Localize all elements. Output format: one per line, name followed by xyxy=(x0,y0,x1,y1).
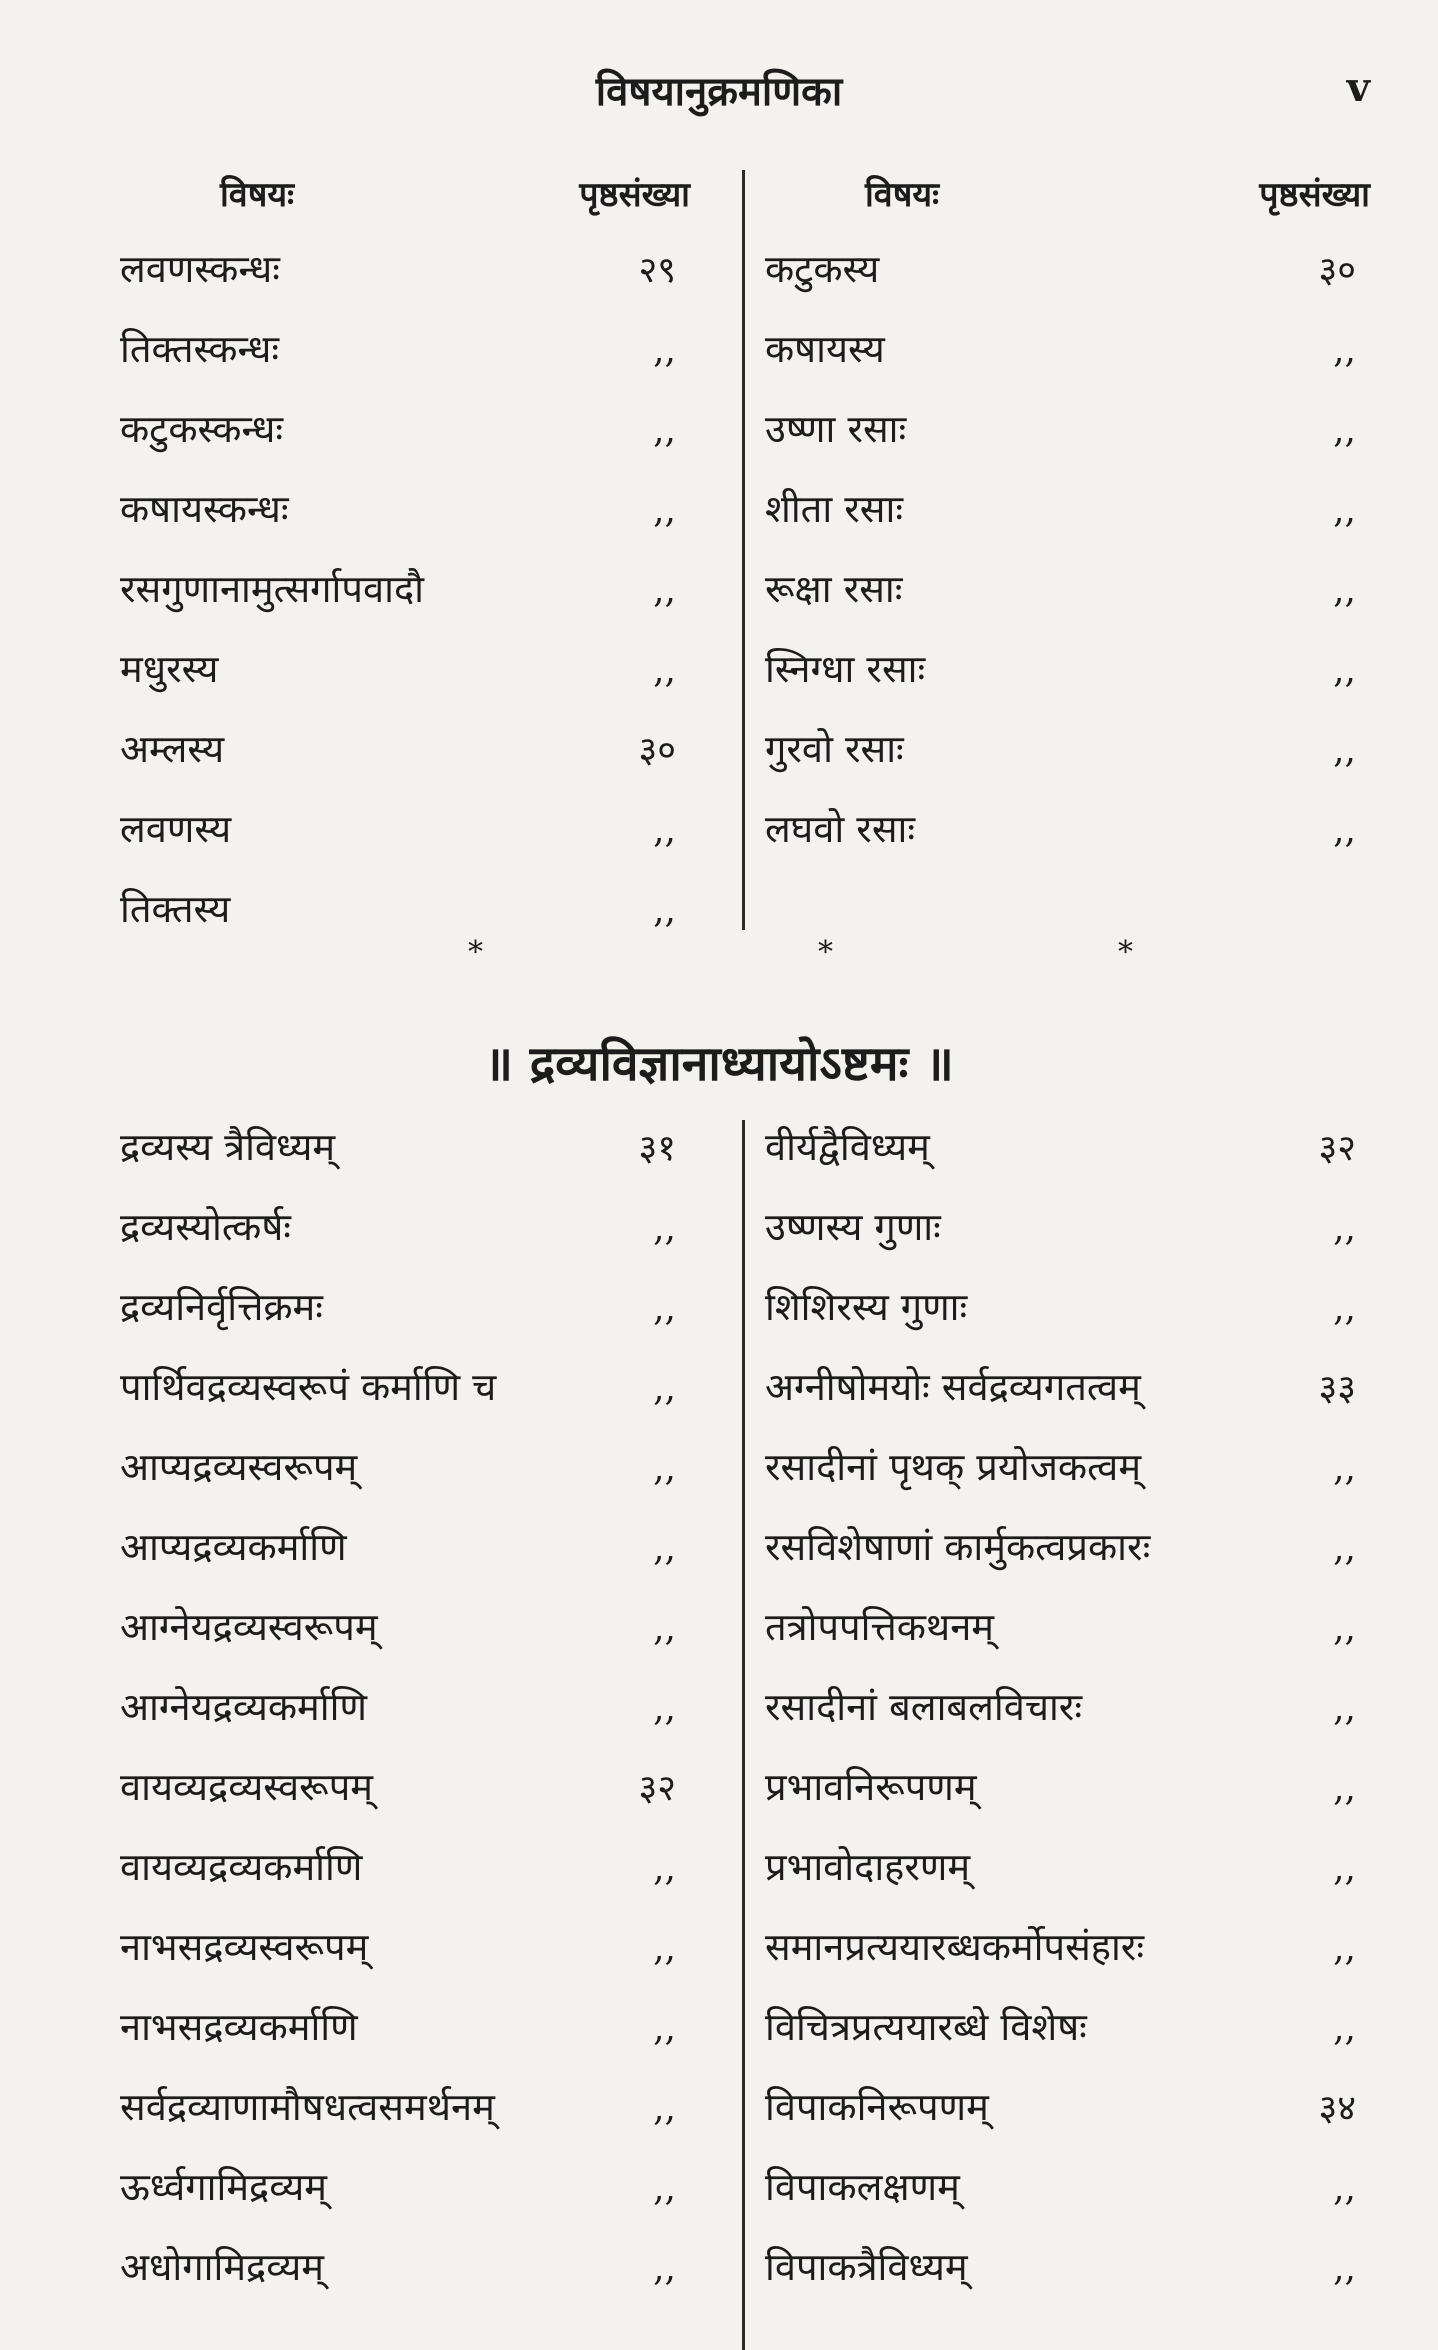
subject-header: विषयः xyxy=(220,175,294,215)
entry-subject: विपाकनिरूपणम् xyxy=(765,2085,989,2129)
entry-page: ,, xyxy=(653,1288,676,1329)
index-entry xyxy=(120,322,690,402)
entry-subject: आप्यद्रव्यस्वरूपम् xyxy=(120,1445,358,1489)
section-separator xyxy=(0,935,1438,970)
index-entry xyxy=(120,2160,690,2240)
entry-page: ,, xyxy=(1333,2168,1356,2209)
entry-page: ,, xyxy=(653,2008,676,2049)
entry-subject: ऊर्ध्वगामिद्रव्यम् xyxy=(120,2165,327,2209)
chapter-heading: ॥ द्रव्यविज्ञानाध्यायोऽष्टमः ॥ xyxy=(484,1036,954,1092)
column-header xyxy=(765,170,1370,242)
subject-header: विषयः xyxy=(865,175,939,215)
index-entry xyxy=(120,1680,690,1760)
entry-page: ,, xyxy=(653,810,676,851)
entry-subject: लघवो रसाः xyxy=(765,807,916,851)
entry-subject: विपाकलक्षणम् xyxy=(765,2165,960,2209)
index-entry xyxy=(765,482,1370,562)
index-entry xyxy=(120,1280,690,1360)
separator-star: * xyxy=(1118,935,1133,970)
entry-page: ३४ xyxy=(1318,2088,1356,2129)
entry-subject: नाभसद्रव्यस्वरूपम् xyxy=(120,1925,369,1969)
entry-subject: विचित्रप्रत्ययारब्धे विशेषः xyxy=(765,2005,1087,2049)
entry-subject: अम्लस्य xyxy=(120,727,225,771)
entry-subject: गुरवो रसाः xyxy=(765,727,904,771)
index-entry xyxy=(765,1600,1370,1680)
column-header xyxy=(120,170,690,242)
entry-subject: रसविशेषाणां कार्मुकत्वप्रकारः xyxy=(765,1525,1151,1569)
entry-page: ,, xyxy=(653,1848,676,1889)
entry-page: ,, xyxy=(1333,1288,1356,1329)
entry-page: ,, xyxy=(653,650,676,691)
entry-subject: तिक्तस्य xyxy=(120,887,231,931)
entry-subject: रसादीनां पृथक् प्रयोजकत्वम् xyxy=(765,1445,1142,1489)
entry-page: ३२ xyxy=(1318,1128,1356,1169)
entry-page: ,, xyxy=(1333,2008,1356,2049)
index-entry xyxy=(120,1920,690,2000)
index-entry xyxy=(765,642,1370,722)
entry-subject: द्रव्यस्योत्कर्षः xyxy=(120,1205,291,1249)
entry-page: ,, xyxy=(1333,1448,1356,1489)
entry-subject: प्रभावनिरूपणम् xyxy=(765,1765,977,1809)
index-entry xyxy=(120,1760,690,1840)
entry-page: २९ xyxy=(638,250,676,291)
entry-page: ,, xyxy=(1333,650,1356,691)
entry-subject: कषायस्कन्धः xyxy=(120,487,289,531)
entry-page: ३० xyxy=(1318,250,1356,291)
index-entry xyxy=(765,722,1370,802)
column-divider xyxy=(742,1120,745,2350)
entry-subject: उष्णस्य गुणाः xyxy=(765,1205,941,1249)
index-entry xyxy=(765,2080,1370,2160)
entry-page: ,, xyxy=(653,890,676,931)
index-entry xyxy=(120,1200,690,1280)
left-column xyxy=(120,1120,690,2320)
entry-page: ,, xyxy=(653,2168,676,2209)
entry-page: ३३ xyxy=(1318,1368,1356,1409)
column-divider xyxy=(742,170,745,930)
index-entry xyxy=(765,1680,1370,1760)
entry-subject: स्निग्धा रसाः xyxy=(765,647,926,691)
entry-subject: प्रभावोदाहरणम् xyxy=(765,1845,971,1889)
entry-page: ,, xyxy=(1333,1768,1356,1809)
entry-subject: विपाकत्रैविध्यम् xyxy=(765,2245,968,2289)
page-number: v xyxy=(1346,64,1370,111)
index-entry xyxy=(765,1840,1370,1920)
entry-page: ,, xyxy=(1333,1848,1356,1889)
entry-page: ३१ xyxy=(638,1128,676,1169)
separator-star: * xyxy=(818,935,833,970)
entry-page: ३२ xyxy=(638,1768,676,1809)
index-entry xyxy=(765,1920,1370,2000)
index-entry xyxy=(765,322,1370,402)
separator-star: * xyxy=(468,935,483,970)
entry-page: ,, xyxy=(653,2248,676,2289)
page-header: पृष्ठसंख्या xyxy=(1259,175,1370,215)
entry-page: ,, xyxy=(653,1208,676,1249)
entry-page: ,, xyxy=(1333,410,1356,451)
index-entry xyxy=(120,1520,690,1600)
index-entry xyxy=(120,242,690,322)
index-entry xyxy=(120,1360,690,1440)
entry-subject: रूक्षा रसाः xyxy=(765,567,903,611)
page-header-title: विषयानुक्रमणिका xyxy=(595,68,843,115)
entry-subject: आप्यद्रव्यकर्माणि xyxy=(120,1525,347,1569)
index-entry xyxy=(120,642,690,722)
index-entry xyxy=(120,1840,690,1920)
entry-subject: वीर्यद्वैविध्यम् xyxy=(765,1125,930,1169)
index-entry xyxy=(120,722,690,802)
index-entry xyxy=(120,802,690,882)
entry-subject: शिशिरस्य गुणाः xyxy=(765,1285,968,1329)
entry-page: ,, xyxy=(1333,1528,1356,1569)
entry-subject: कटुकस्य xyxy=(765,247,880,291)
entry-page: ,, xyxy=(653,1688,676,1729)
entry-page: ,, xyxy=(1333,570,1356,611)
entry-subject: रसादीनां बलाबलविचारः xyxy=(765,1685,1083,1729)
index-entry xyxy=(120,402,690,482)
entry-page: ,, xyxy=(653,490,676,531)
index-entry xyxy=(765,1120,1370,1200)
entry-page: ,, xyxy=(653,1368,676,1409)
entry-subject: आग्नेयद्रव्यकर्माणि xyxy=(120,1685,367,1729)
entry-page: ,, xyxy=(653,1528,676,1569)
entry-subject: पार्थिवद्रव्यस्वरूपं कर्माणि च xyxy=(120,1365,497,1409)
entry-subject: समानप्रत्ययारब्धकर्मोपसंहारः xyxy=(765,1925,1145,1969)
index-entry xyxy=(120,1600,690,1680)
entry-subject: कटुकस्कन्धः xyxy=(120,407,284,451)
entry-subject: अधोगामिद्रव्यम् xyxy=(120,2245,324,2289)
entry-page: ,, xyxy=(653,330,676,371)
entry-subject: सर्वद्रव्याणामौषधत्वसमर्थनम् xyxy=(120,2085,495,2129)
entry-subject: उष्णा रसाः xyxy=(765,407,907,451)
entry-page: ,, xyxy=(653,570,676,611)
index-entry xyxy=(765,562,1370,642)
index-entry xyxy=(120,2080,690,2160)
index-entry xyxy=(765,2240,1370,2320)
entry-page: ३० xyxy=(638,730,676,771)
entry-subject: तत्रोपपत्तिकथनम् xyxy=(765,1605,995,1649)
index-entry xyxy=(765,242,1370,322)
entry-subject: द्रव्यनिर्वृत्तिक्रमः xyxy=(120,1285,323,1329)
entry-page: ,, xyxy=(1333,1928,1356,1969)
index-entry xyxy=(765,1760,1370,1840)
entry-subject: शीता रसाः xyxy=(765,487,904,531)
entry-subject: तिक्तस्कन्धः xyxy=(120,327,280,371)
entry-page: ,, xyxy=(653,1928,676,1969)
entry-page: ,, xyxy=(1333,2248,1356,2289)
entry-subject: आग्नेयद्रव्यस्वरूपम् xyxy=(120,1605,378,1649)
entry-subject: द्रव्यस्य त्रैविध्यम् xyxy=(120,1125,336,1169)
entry-subject: अग्नीषोमयोः सर्वद्रव्यगतत्वम् xyxy=(765,1365,1141,1409)
index-entry xyxy=(120,1120,690,1200)
entry-page: ,, xyxy=(1333,730,1356,771)
index-entry xyxy=(120,2000,690,2080)
page-header: पृष्ठसंख्या xyxy=(579,175,690,215)
entry-page: ,, xyxy=(1333,810,1356,851)
entry-subject: लवणस्य xyxy=(120,807,232,851)
index-entry xyxy=(765,2160,1370,2240)
right-column xyxy=(765,170,1370,882)
entry-page: ,, xyxy=(1333,330,1356,371)
entry-page: ,, xyxy=(1333,1608,1356,1649)
entry-page: ,, xyxy=(653,2088,676,2129)
entry-page: ,, xyxy=(1333,490,1356,531)
entry-subject: रसगुणानामुत्सर्गापवादौ xyxy=(120,567,424,611)
left-column xyxy=(120,170,690,962)
entry-subject: कषायस्य xyxy=(765,327,885,371)
entry-subject: वायव्यद्रव्यकर्माणि xyxy=(120,1845,363,1889)
index-entry xyxy=(120,1440,690,1520)
index-entry xyxy=(765,2000,1370,2080)
entry-page: ,, xyxy=(1333,1208,1356,1249)
entry-subject: मधुरस्य xyxy=(120,647,219,691)
index-entry xyxy=(765,1200,1370,1280)
index-entry xyxy=(765,402,1370,482)
index-entry xyxy=(765,1520,1370,1600)
index-entry xyxy=(765,1360,1370,1440)
index-entry xyxy=(120,562,690,642)
entry-page: ,, xyxy=(653,1608,676,1649)
entry-subject: वायव्यद्रव्यस्वरूपम् xyxy=(120,1765,374,1809)
entry-page: ,, xyxy=(653,1448,676,1489)
index-entry xyxy=(765,1440,1370,1520)
entry-subject: लवणस्कन्धः xyxy=(120,247,280,291)
index-entry xyxy=(765,1280,1370,1360)
entry-page: ,, xyxy=(1333,1688,1356,1729)
index-entry xyxy=(120,2240,690,2320)
entry-subject: नाभसद्रव्यकर्माणि xyxy=(120,2005,358,2049)
entry-page: ,, xyxy=(653,410,676,451)
index-entry xyxy=(120,482,690,562)
index-entry xyxy=(765,802,1370,882)
right-column xyxy=(765,1120,1370,2320)
